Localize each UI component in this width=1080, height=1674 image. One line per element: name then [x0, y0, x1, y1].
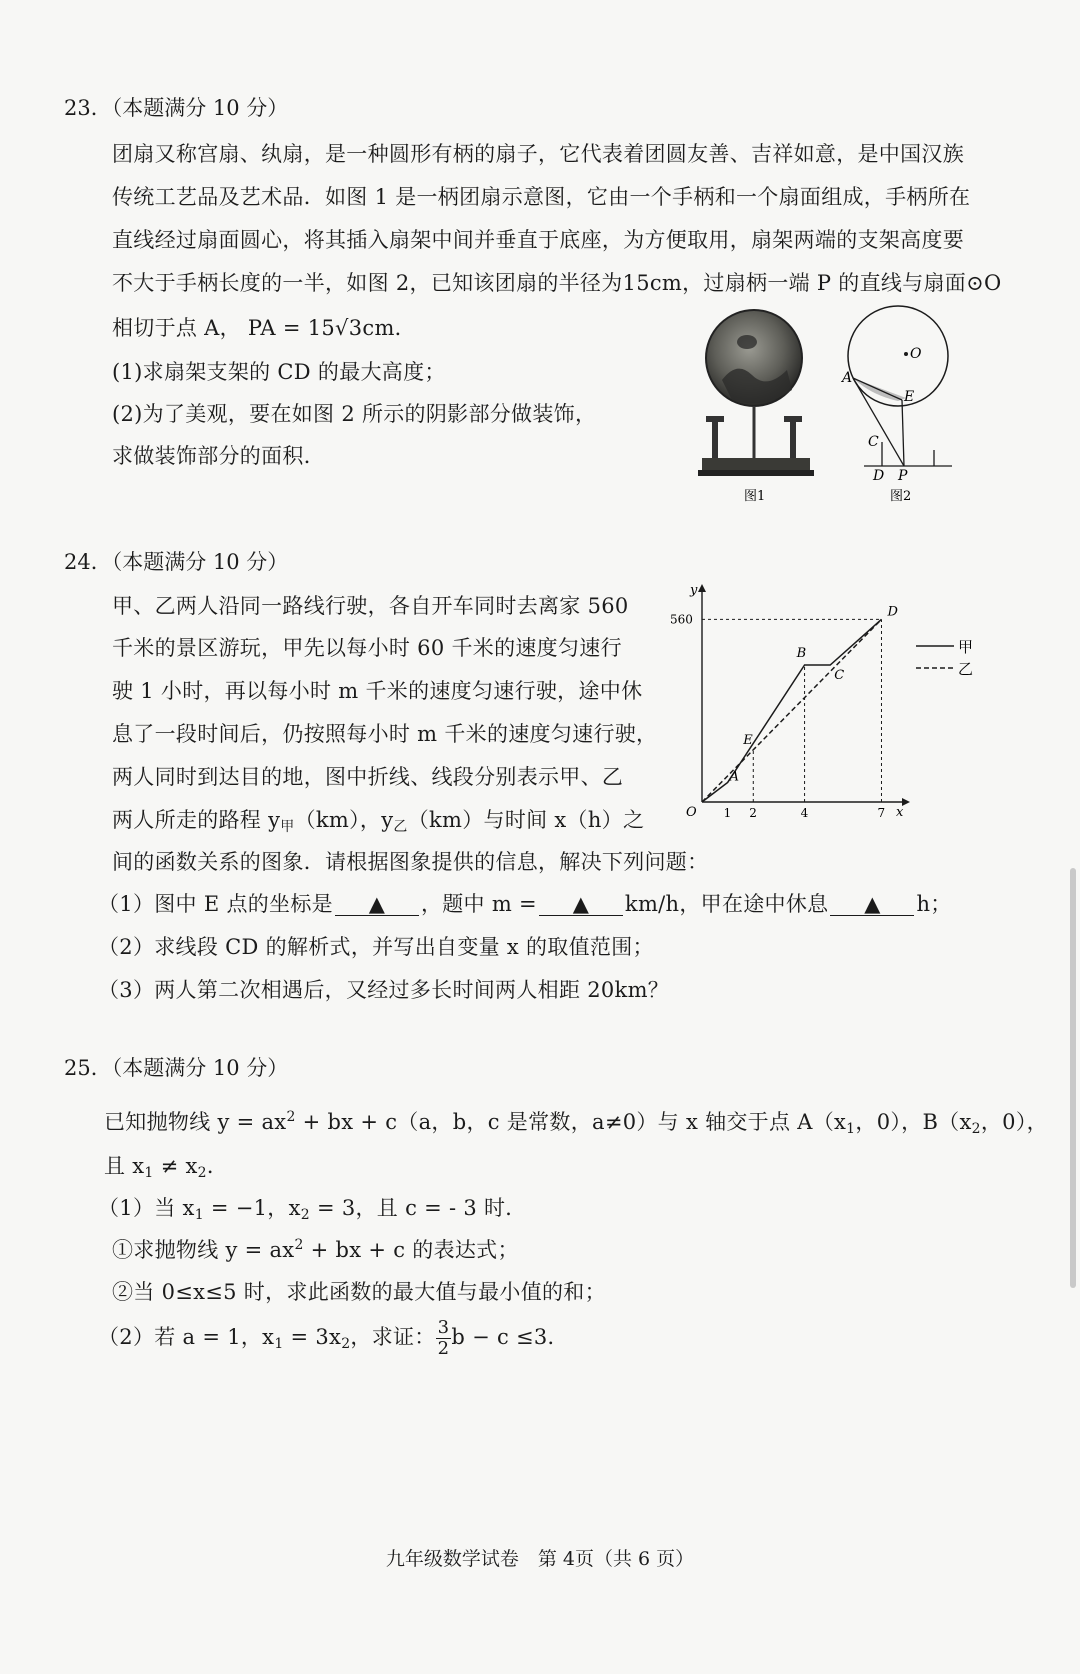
- center-o: [904, 352, 908, 356]
- q24-line-6: 两人所走的路程 $y_甲(km)$，$y_乙(km)$与时间 x（h）之: [112, 808, 645, 835]
- point-label-d: D: [887, 604, 898, 620]
- q25-part-1: （1）当 $x_1 = -1$，$x_2 = 3$，且 c = - 3 时．: [98, 1196, 527, 1223]
- legend-label-1: 甲: [958, 638, 974, 656]
- q25-line-1: 已知抛物线 $y = ax^2$ + bx + c（a，b，c 是常数，a≠0）与 x 轴交于点 $A(x_1$，0），$B(x_2$，0），: [104, 1109, 1048, 1137]
- x-axis-label: x: [896, 805, 904, 820]
- q23-line-2: 传统工艺品及艺术品．如图 1 是一柄团扇示意图，它由一个手柄和一个扇面组成，手柄所在: [112, 185, 971, 209]
- q23-line-5: 相切于点 A， PA = 15√3cm．: [112, 316, 416, 340]
- label-o: O: [910, 346, 922, 362]
- circle-o: [848, 306, 948, 406]
- y-axis-label: y: [690, 583, 698, 598]
- label-a: A: [842, 370, 853, 386]
- q24-line-1: 甲、乙两人沿同一路线行驶，各自开车同时去离家 560: [112, 594, 629, 618]
- q25-part-2: （2）若 a = 1，$x_1 = 3x_2$，求证： $\frac{3}{2}$ b − c ≤3．: [98, 1317, 569, 1359]
- y-tick-560: 560: [670, 612, 693, 627]
- figure-2-geometry: [836, 300, 966, 505]
- q24-part-2: （2）求线段 CD 的解析式，并写出自变量 x 的取值范围；: [98, 935, 654, 959]
- q24-part-1: （1）图中 E 点的坐标是 ▲ ，题中 m = ▲ km/h，甲在途中休息 ▲ h；: [98, 892, 952, 916]
- scrollbar-thumb[interactable]: [1070, 868, 1076, 1288]
- label-e: E: [904, 389, 915, 405]
- q25-subpart-2: ②当 0≤x≤5 时，求此函数的最大值与最小值的和；: [112, 1280, 606, 1304]
- q23-line-3: 直线经过扇面圆心，将其插入扇架中间并垂直于底座，为方便取用，扇架两端的支架高度要: [112, 228, 964, 252]
- point-label-e: E: [743, 732, 753, 748]
- label-c: C: [868, 434, 879, 450]
- x-tick-7: 7: [877, 806, 886, 820]
- answer-blank-m[interactable]: ▲: [539, 893, 623, 916]
- q25-line-2: 且 $x_1 \ne x_2$．: [104, 1154, 229, 1181]
- x-tick-4: 4: [800, 806, 809, 820]
- label-p: P: [898, 468, 908, 484]
- q23-part-1: (1)求扇架支架的 CD 的最大高度；: [112, 360, 446, 384]
- fraction-3-2: $\frac{3}{2}$: [437, 1317, 450, 1359]
- point-label-c: C: [834, 668, 845, 684]
- origin-label: O: [686, 805, 697, 820]
- answer-blank-e[interactable]: ▲: [335, 893, 419, 916]
- point-label-b: B: [796, 646, 807, 662]
- label-d: D: [873, 468, 885, 484]
- figure-1-caption: 图1: [744, 489, 766, 504]
- q23-part-2b: 求做装饰部分的面积．: [112, 444, 325, 468]
- legend-label-2: 乙: [958, 660, 974, 678]
- q23-line-1: 团扇又称宫扇、纨扇，是一种圆形有柄的扇子，它代表着团圆友善、吉祥如意，是中国汉族: [112, 142, 964, 166]
- q23-line-4: 不大于手柄长度的一半，如图 2，已知该团扇的半径为15cm，过扇柄一端 P 的直线与扇面⊙O: [112, 271, 1002, 295]
- q24-line-7: 间的函数关系的图象．请根据图象提供的信息，解决下列问题：: [112, 850, 709, 874]
- figure-1-fan-photo: [692, 300, 822, 505]
- q24-line-4: 息了一段时间后，仍按照每小时 m 千米的速度匀速行驶，: [112, 722, 658, 746]
- figure-2-caption: 图2: [890, 489, 912, 504]
- q25-heading: 25．（本题满分 10 分）: [64, 1056, 289, 1080]
- q24-line-5: 两人同时到达目的地，图中折线、线段分别表示甲、乙: [112, 765, 624, 789]
- q23-heading: 23．（本题满分 10 分）: [64, 96, 289, 120]
- q24-line-3: 驶 1 小时，再以每小时 m 千米的速度匀速行驶，途中休: [112, 679, 643, 703]
- q24-heading: 24．（本题满分 10 分）: [64, 550, 289, 574]
- x-tick-2: 2: [749, 806, 757, 820]
- distance-time-chart: [664, 580, 984, 820]
- q23-part-2a: (2)为了美观，要在如图 2 所示的阴影部分做装饰，: [112, 402, 597, 426]
- page-footer: 九年级数学试卷 第 4页（共 6 页）: [385, 1548, 695, 1570]
- q24-part-3: （3）两人第二次相遇后，又经过多长时间两人相距 20km？: [98, 978, 670, 1002]
- q24-line-2: 千米的景区游玩，甲先以每小时 60 千米的速度匀速行: [112, 636, 622, 660]
- x-tick-1: 1: [723, 806, 732, 820]
- point-label-a: A: [729, 769, 740, 785]
- fan-stand-base: [702, 458, 810, 472]
- q25-subpart-1: ①求抛物线 $y = ax^2$ + bx + c 的表达式；: [112, 1237, 519, 1262]
- answer-blank-rest[interactable]: ▲: [830, 893, 914, 916]
